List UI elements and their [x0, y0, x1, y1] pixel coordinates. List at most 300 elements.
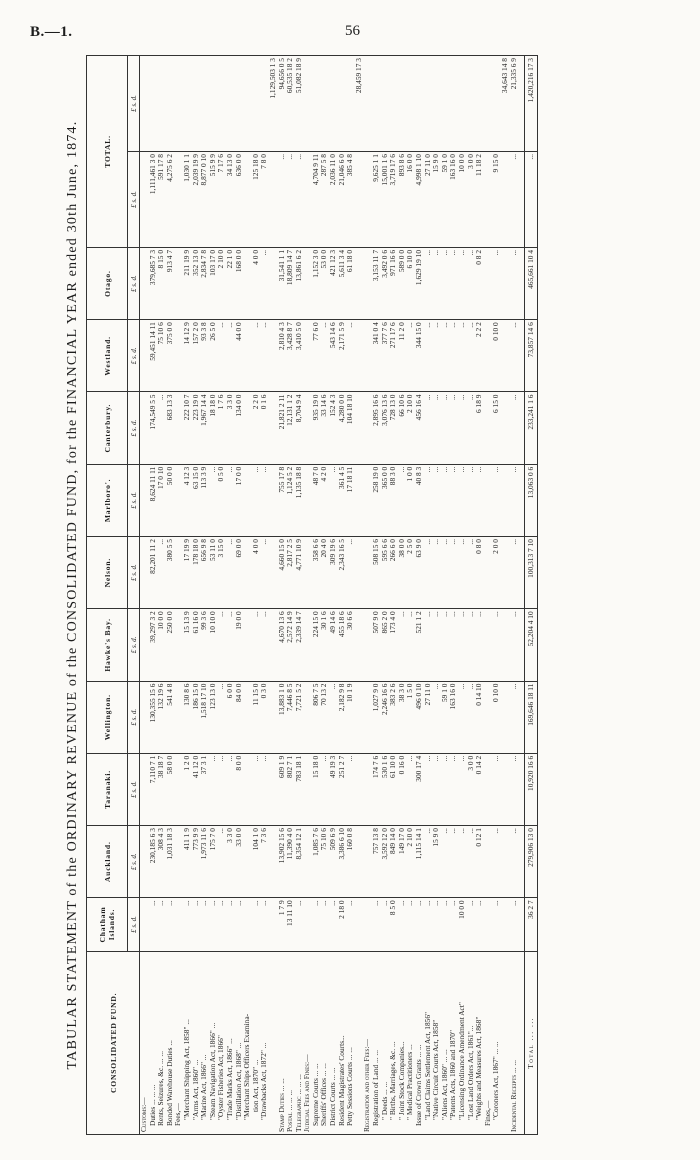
- unit-label: £ s. d.: [128, 152, 140, 248]
- cell-value: 15,001 1 6: [381, 152, 390, 248]
- cell-value: ...: [492, 609, 501, 681]
- cell-value: [252, 56, 261, 152]
- row-label: "Drawbacks Act, 1872" ...: [260, 951, 269, 1134]
- row-label: "Aliens Act, 1860" ... ...: [441, 951, 450, 1134]
- cell-value: [484, 609, 493, 681]
- row-label: Rents, Seizures, &c. ... ...: [157, 951, 166, 1134]
- cell-value: 8,704 9 4: [295, 392, 304, 464]
- cell-value: ...: [424, 753, 433, 825]
- column-header: Marlboro'.: [87, 464, 128, 536]
- cell-value: 17 0 10: [157, 464, 166, 536]
- unit-label: £ s. d.: [128, 609, 140, 681]
- cell-value: [243, 320, 252, 392]
- cell-value: 2 10 0: [406, 392, 415, 464]
- cell-value: 75 10 6: [320, 826, 329, 898]
- cell-value: 77 6 0: [312, 320, 321, 392]
- cell-value: ...: [217, 320, 226, 392]
- row-label: Fees,—: [174, 951, 183, 1134]
- cell-value: ...: [458, 320, 467, 392]
- cell-value: 13,063 0 6: [525, 464, 538, 536]
- table-row: [355, 56, 364, 1135]
- cell-value: 175 7 0: [209, 826, 218, 898]
- cell-value: [355, 537, 364, 609]
- cell-value: 168 0 0: [235, 247, 244, 319]
- cell-value: 2 18 0: [338, 898, 347, 951]
- cell-value: [157, 56, 166, 152]
- cell-value: ...: [372, 898, 381, 951]
- cell-value: 14 12 9: [183, 320, 192, 392]
- cell-value: 7 17 6: [217, 152, 226, 248]
- cell-value: 4 0 0: [252, 537, 261, 609]
- cell-value: [338, 56, 347, 152]
- cell-value: 806 7 5: [312, 681, 321, 753]
- cell-value: 152 4 3: [329, 392, 338, 464]
- cell-value: ...: [432, 320, 441, 392]
- cell-value: 22 1 0: [226, 247, 235, 319]
- cell-value: 308 4 3: [157, 826, 166, 898]
- cell-value: ...: [475, 898, 484, 951]
- cell-value: 0 5 0: [217, 464, 226, 536]
- cell-value: 456 16 4: [415, 392, 424, 464]
- cell-value: ...: [398, 898, 407, 951]
- row-label: Resident Magistrates' Courts...: [338, 951, 347, 1134]
- cell-value: ...: [449, 247, 458, 319]
- table-row: [217, 56, 226, 1135]
- cell-value: 383 2 6: [389, 681, 398, 753]
- cell-value: [372, 56, 381, 152]
- cell-value: ...: [424, 464, 433, 536]
- cell-value: 13,883 1 0: [278, 681, 287, 753]
- cell-value: 73,857 14 6: [525, 320, 538, 392]
- cell-value: ...: [449, 320, 458, 392]
- cell-value: 1,129,503 1 3: [269, 56, 278, 152]
- cell-value: ...: [432, 247, 441, 319]
- cell-value: 33 14 6: [320, 392, 329, 464]
- cell-value: 34,643 14 8: [501, 56, 510, 152]
- cell-value: ...: [166, 898, 175, 951]
- cell-value: 8,624 11 11: [149, 464, 158, 536]
- cell-value: [320, 56, 329, 152]
- cell-value: 173 4 0: [389, 609, 398, 681]
- cell-value: 93 3 8: [200, 320, 209, 392]
- cell-value: ...: [346, 537, 355, 609]
- unit-label: £ s. d.: [128, 826, 140, 898]
- cell-value: 3,410 5 0: [295, 320, 304, 392]
- cell-value: ...: [424, 247, 433, 319]
- cell-value: 358 6 6: [312, 537, 321, 609]
- cell-value: 12,131 1 2: [286, 392, 295, 464]
- cell-value: 38 18 7: [157, 753, 166, 825]
- cell-value: [484, 826, 493, 898]
- cell-value: ...: [432, 464, 441, 536]
- cell-value: 2,817 2 5: [286, 537, 295, 609]
- unit-label: £ s. d.: [128, 753, 140, 825]
- cell-value: [415, 56, 424, 152]
- cell-value: ...: [415, 898, 424, 951]
- table-row: [372, 56, 381, 1135]
- cell-value: 4,704 9 11: [312, 152, 321, 248]
- cell-value: 10 1 9: [346, 681, 355, 753]
- cell-value: 8 0 0: [235, 753, 244, 825]
- cell-value: 104 18 10: [346, 392, 355, 464]
- cell-value: ...: [346, 898, 355, 951]
- cell-value: 521 1 2: [415, 609, 424, 681]
- cell-value: 266 6 0: [389, 537, 398, 609]
- cell-value: 10 0 0: [157, 609, 166, 681]
- cell-value: 783 18 1: [295, 753, 304, 825]
- table-body: [140, 56, 538, 1135]
- cell-value: 4,998 1 10: [415, 152, 424, 248]
- cell-value: 104 1 0: [252, 826, 261, 898]
- cell-value: ...: [449, 464, 458, 536]
- cell-value: ...: [424, 826, 433, 898]
- unit-label: £ s. d.: [128, 537, 140, 609]
- cell-value: 0 3 0: [260, 681, 269, 753]
- cell-value: ...: [441, 826, 450, 898]
- cell-value: 5,611 3 4: [338, 247, 347, 319]
- row-label: "Coroners Act, 1867" ... ...: [492, 951, 501, 1134]
- cell-value: ...: [252, 464, 261, 536]
- cell-value: [484, 247, 493, 319]
- row-label: "Trade Marks Act, 1866" ...: [226, 951, 235, 1134]
- row-label: "Merchant Shipping Act, 1858" ...: [183, 951, 192, 1134]
- cell-value: ...: [252, 898, 261, 951]
- cell-value: 361 4 5: [338, 464, 347, 536]
- cell-value: ...: [260, 537, 269, 609]
- row-label: Postal ... ... ...: [286, 951, 295, 1134]
- cell-value: ...: [441, 898, 450, 951]
- cell-value: 123 13 0: [209, 681, 218, 753]
- table-row: [467, 56, 476, 1135]
- row-label: District Courts ... ...: [329, 951, 338, 1134]
- cell-value: ...: [458, 464, 467, 536]
- cell-value: [432, 56, 441, 152]
- cell-value: ...: [217, 681, 226, 753]
- cell-value: 755 17 8: [278, 464, 287, 536]
- cell-value: 2 2 0: [252, 392, 261, 464]
- cell-value: 2,810 4 3: [278, 320, 287, 392]
- cell-value: ...: [432, 537, 441, 609]
- cell-value: 230,185 6 3: [149, 826, 158, 898]
- cell-value: ...: [217, 609, 226, 681]
- cell-value: ...: [157, 537, 166, 609]
- cell-value: 3,386 6 10: [338, 826, 347, 898]
- unit-label: £ s. d.: [128, 898, 140, 951]
- cell-value: ...: [192, 898, 201, 951]
- cell-value: 58 0 0: [166, 753, 175, 825]
- cell-value: ...: [209, 753, 218, 825]
- cell-value: 3 3 0: [226, 826, 235, 898]
- cell-value: 30 6 6: [346, 609, 355, 681]
- cell-value: ...: [424, 392, 433, 464]
- cell-value: 1,152 3 0: [312, 247, 321, 319]
- cell-value: 455 18 6: [338, 609, 347, 681]
- table-row: [458, 56, 467, 1135]
- cell-value: 589 0 0: [398, 247, 407, 319]
- cell-value: 595 6 6: [381, 537, 390, 609]
- cell-value: 49 14 6: [329, 609, 338, 681]
- cell-value: ...: [226, 537, 235, 609]
- row-label: Supreme Courts ... ...: [312, 951, 321, 1134]
- cell-value: ...: [260, 609, 269, 681]
- column-header: Canterbury.: [87, 392, 128, 464]
- cell-value: 53 0 0: [320, 247, 329, 319]
- cell-value: ...: [458, 609, 467, 681]
- table-row: [226, 56, 235, 1135]
- cell-value: 1,967 14 4: [200, 392, 209, 464]
- cell-value: ...: [432, 898, 441, 951]
- cell-value: [501, 826, 510, 898]
- cell-value: 50 0 0: [166, 464, 175, 536]
- cell-value: 3,428 8 7: [286, 320, 295, 392]
- cell-value: [166, 56, 175, 152]
- table-row: [140, 56, 149, 1135]
- cell-value: 69 0 0: [235, 537, 244, 609]
- column-header: TOTAL.: [87, 56, 128, 248]
- cell-value: 1,111,461 3 0: [149, 152, 158, 248]
- cell-value: [355, 609, 364, 681]
- table-row: [269, 56, 278, 1135]
- cell-value: ...: [149, 898, 158, 951]
- cell-value: ...: [398, 464, 407, 536]
- cell-value: ...: [458, 247, 467, 319]
- table-row: [475, 56, 484, 1135]
- cell-value: 865 2 0: [381, 609, 390, 681]
- cell-value: [200, 56, 209, 152]
- cell-value: 509 6 9: [329, 826, 338, 898]
- cell-value: 99 3 6: [200, 609, 209, 681]
- cell-value: 157 2 0: [192, 320, 201, 392]
- cell-value: ...: [449, 753, 458, 825]
- row-label: "Distillation Act, 1868" ...: [235, 951, 244, 1134]
- cell-value: 507 9 0: [372, 609, 381, 681]
- cell-value: [355, 320, 364, 392]
- cell-value: 163 16 0: [449, 681, 458, 753]
- cell-value: ...: [424, 320, 433, 392]
- cell-value: 2,343 16 5: [338, 537, 347, 609]
- cell-value: [243, 609, 252, 681]
- table-row: [424, 56, 433, 1135]
- table-row: [192, 56, 201, 1135]
- cell-value: 149 17 0: [398, 826, 407, 898]
- cell-value: 465,661 10 4: [525, 247, 538, 319]
- cell-value: ...: [217, 753, 226, 825]
- cell-value: ...: [510, 609, 519, 681]
- cell-value: ...: [406, 320, 415, 392]
- cell-value: [501, 152, 510, 248]
- cell-value: ...: [467, 609, 476, 681]
- cell-value: 10,920 16 6: [525, 753, 538, 825]
- cell-value: 1 7 6: [217, 392, 226, 464]
- cell-value: ...: [200, 898, 209, 951]
- cell-value: ...: [252, 609, 261, 681]
- cell-value: 2,036 11 0: [329, 152, 338, 248]
- cell-value: [449, 56, 458, 152]
- cell-value: [355, 898, 364, 951]
- cell-value: 211 19 9: [183, 247, 192, 319]
- cell-value: 3,153 11 7: [372, 247, 381, 319]
- unit-label: £ s. d.: [128, 56, 140, 152]
- cell-value: [475, 56, 484, 152]
- cell-value: 1 2 0: [183, 753, 192, 825]
- cell-value: ...: [525, 152, 538, 248]
- cell-value: ...: [467, 681, 476, 753]
- cell-value: ...: [432, 392, 441, 464]
- row-label: Customs:—: [140, 951, 149, 1134]
- cell-value: 10 0 0: [458, 152, 467, 248]
- cell-value: 59 1 0: [441, 152, 450, 248]
- cell-value: ...: [209, 898, 218, 951]
- cell-value: [192, 56, 201, 152]
- cell-value: 4,660 15 0: [278, 537, 287, 609]
- cell-value: 61 10 0: [389, 753, 398, 825]
- cell-value: 1,115 14 1: [415, 826, 424, 898]
- cell-value: 530 1 6: [381, 753, 390, 825]
- cell-value: 1,124 5 2: [286, 464, 295, 536]
- cell-value: [183, 56, 192, 152]
- table-row: [510, 56, 519, 1135]
- table-row: [346, 56, 355, 1135]
- cell-value: 352 13 0: [192, 247, 201, 319]
- cell-value: 309 19 6: [329, 537, 338, 609]
- cell-value: 4,280 0 0: [338, 392, 347, 464]
- cell-value: 132 19 6: [157, 681, 166, 753]
- cell-value: 63 9 0: [415, 537, 424, 609]
- cell-value: ...: [252, 320, 261, 392]
- cell-value: 971 16 6: [389, 247, 398, 319]
- row-label: "Native Circuit Courts Act, 1858": [432, 951, 441, 1134]
- cell-value: 375 0 0: [166, 320, 175, 392]
- cell-value: 38 0 0: [398, 537, 407, 609]
- column-header: CONSOLIDATED FUND.: [87, 951, 140, 1134]
- cell-value: ...: [183, 898, 192, 951]
- cell-value: [355, 464, 364, 536]
- cell-value: 31,541 1 1: [278, 247, 287, 319]
- cell-value: ...: [260, 898, 269, 951]
- page-title: TABULAR STATEMENT of the ORDINARY REVENUE of the CONSOLIDATED FUND, for the FINANCIAL YEAR ended 30th June, 1874.: [65, 120, 80, 1070]
- cell-value: 53 11 0: [209, 537, 218, 609]
- table-row: [183, 56, 192, 1135]
- cell-value: 27 11 0: [424, 681, 433, 753]
- row-label: Judicial Fees and Fines:—: [303, 951, 312, 1134]
- cell-value: 30 1 6: [320, 609, 329, 681]
- cell-value: 2 5 0: [406, 537, 415, 609]
- row-label: Registration and other Fees:—: [363, 951, 372, 1134]
- cell-value: 17 18 11: [346, 464, 355, 536]
- cell-value: 163 16 0: [449, 152, 458, 248]
- cell-value: 15 9 0: [432, 826, 441, 898]
- row-label: " Medical Practitioners ...: [406, 951, 415, 1134]
- cell-value: ...: [510, 898, 519, 951]
- cell-value: [441, 56, 450, 152]
- column-header: Wellington.: [87, 681, 128, 753]
- cell-value: ...: [492, 753, 501, 825]
- cell-value: ...: [492, 826, 501, 898]
- cell-value: [501, 247, 510, 319]
- cell-value: [174, 56, 183, 152]
- cell-value: 3,719 17 6: [389, 152, 398, 248]
- column-header: Taranaki.: [87, 753, 128, 825]
- cell-value: ...: [510, 152, 519, 248]
- cell-value: ...: [286, 152, 295, 248]
- cell-value: ...: [510, 464, 519, 536]
- cell-value: 28,459 17 3: [355, 56, 364, 152]
- cell-value: [501, 681, 510, 753]
- cell-value: [149, 56, 158, 152]
- unit-label: £ s. d.: [128, 247, 140, 319]
- cell-value: 18 18 0: [209, 392, 218, 464]
- cell-value: 21,335 6 9: [510, 56, 519, 152]
- cell-value: 849 14 0: [389, 826, 398, 898]
- cell-value: 0 1 6: [260, 392, 269, 464]
- cell-value: 8 15 0: [157, 247, 166, 319]
- row-label: Sheriffs' Offices ... ...: [320, 951, 329, 1134]
- cell-value: 3 0 0: [467, 152, 476, 248]
- cell-value: [484, 753, 493, 825]
- cell-value: 18,809 14 7: [286, 247, 295, 319]
- cell-value: [363, 56, 372, 152]
- row-label: " Births, Marriages, &c. ...: [389, 951, 398, 1134]
- row-label: Total ... ...: [525, 951, 538, 1134]
- cell-value: 6 15 0: [492, 392, 501, 464]
- cell-value: 222 10 7: [183, 392, 192, 464]
- cell-value: ...: [467, 247, 476, 319]
- table-row: [286, 56, 295, 1135]
- cell-value: [355, 247, 364, 319]
- cell-value: 1 7 9: [278, 898, 287, 951]
- cell-value: 40 8 3: [415, 464, 424, 536]
- cell-value: ...: [458, 826, 467, 898]
- cell-value: 287 5 8: [320, 152, 329, 248]
- cell-value: 11 15 0: [252, 681, 261, 753]
- row-label: "Merchant Ships Officers Examina-: [243, 951, 252, 1134]
- cell-value: 61 16 0: [192, 609, 201, 681]
- cell-value: 496 0 10: [415, 681, 424, 753]
- cell-value: ...: [449, 898, 458, 951]
- cell-value: 75 10 6: [157, 320, 166, 392]
- cell-value: ...: [424, 898, 433, 951]
- row-label: Bonded Warehouse Duties ...: [166, 951, 175, 1134]
- cell-value: ...: [260, 247, 269, 319]
- cell-value: [406, 56, 415, 152]
- cell-value: [355, 681, 364, 753]
- cell-value: [501, 320, 510, 392]
- row-label: Stamp Duties ... ...: [278, 951, 287, 1134]
- cell-value: ...: [432, 753, 441, 825]
- cell-value: [398, 56, 407, 152]
- rotated-table-frame: [60, 55, 675, 1135]
- cell-value: ...: [226, 464, 235, 536]
- column-header: Auckland.: [87, 826, 128, 898]
- table-row: [174, 56, 183, 1135]
- cell-value: 656 9 8: [200, 537, 209, 609]
- cell-value: [355, 152, 364, 248]
- cell-value: 515 9 9: [209, 152, 218, 248]
- cell-value: 344 15 0: [415, 320, 424, 392]
- row-label: "Arms Act, 1860" ...: [192, 951, 201, 1134]
- cell-value: ...: [329, 464, 338, 536]
- cell-value: 2,834 7 8: [200, 247, 209, 319]
- cell-value: 0 12 1: [475, 826, 484, 898]
- cell-value: [209, 56, 218, 152]
- cell-value: 0 14 10: [475, 681, 484, 753]
- cell-value: 82,201 11 2: [149, 537, 158, 609]
- cell-value: 6 10 0: [406, 247, 415, 319]
- table-row: [398, 56, 407, 1135]
- cell-value: 508 15 6: [372, 537, 381, 609]
- row-label: Registration of Land ... ...: [372, 951, 381, 1134]
- cell-value: ...: [406, 609, 415, 681]
